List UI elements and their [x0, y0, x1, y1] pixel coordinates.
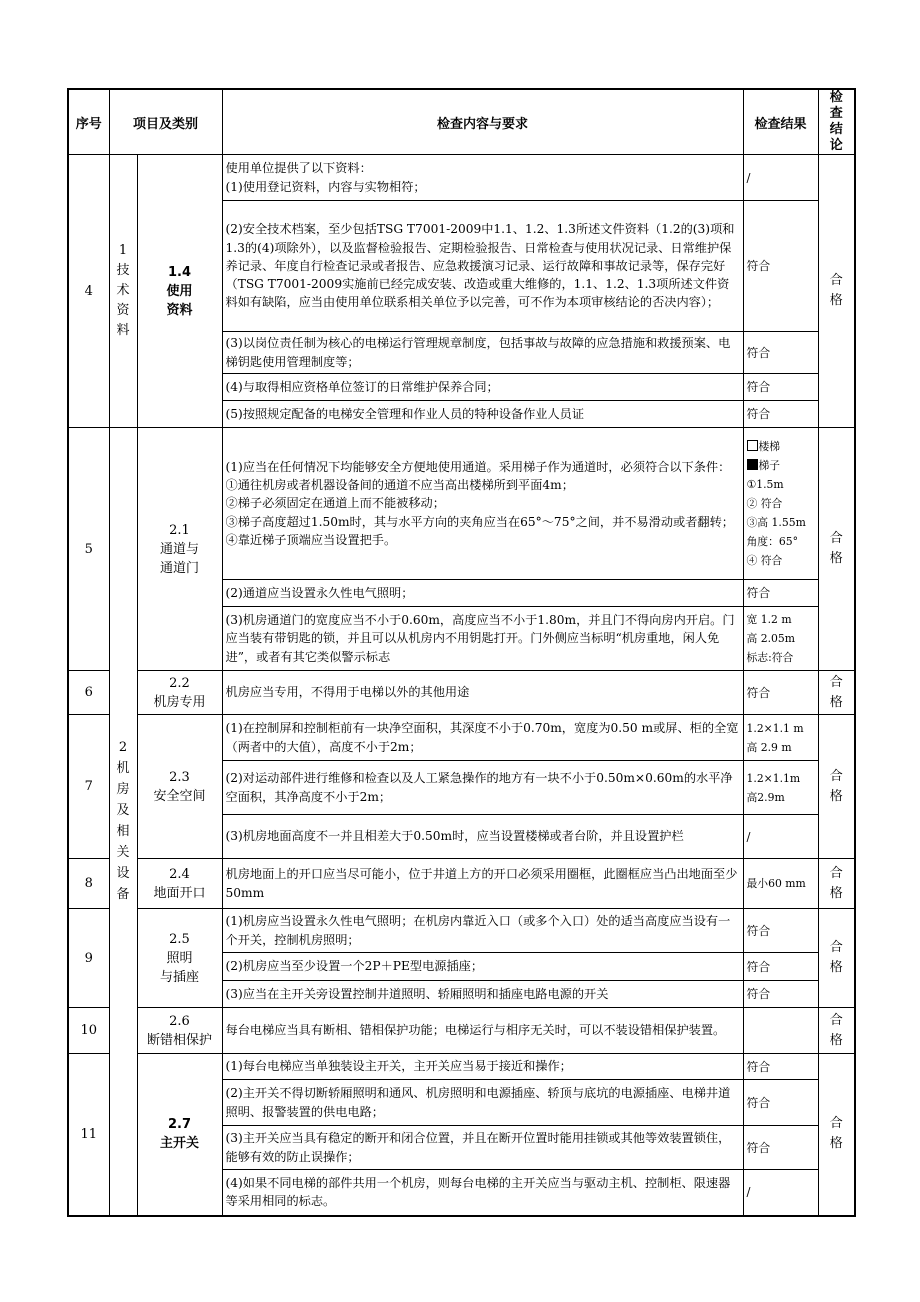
content-cell: (3)机房通道门的宽度应当不小于0.60m，高度应当不小于1.80m，并且门不得向房内开启。门应当装有带钥匙的锁，并且可以从机房内不用钥匙打开。门外侧应当标明“机房重地，闲人免进”，或者有其它类似警示标志 [222, 607, 743, 671]
content-cell: (2)主开关不得切断轿厢照明和通风、机房照明和电源插座、轿顶与底坑的电源插座、电梯井道照明、报警装置的供电电路； [222, 1080, 743, 1126]
result-cell: 符合 [743, 401, 818, 428]
content-cell: 每台电梯应当具有断相、错相保护功能；电梯运行与相序无关时，可以不装设错相保护装置。 [222, 1008, 743, 1054]
header-result: 检查结果 [743, 89, 818, 155]
content-cell: (3)以岗位责任制为核心的电梯运行管理规章制度，包括事故与故障的应急措施和救援预案、电梯钥匙使用管理制度等； [222, 332, 743, 374]
header-item: 项目及类别 [109, 89, 222, 155]
result-cell: 最小60 mm [743, 859, 818, 909]
result-cell: 符合 [743, 1080, 818, 1126]
category-cell: 2.3 安全空间 [137, 715, 222, 859]
seq-cell: 4 [68, 155, 109, 428]
conclusion-cell: 合格 [818, 1008, 855, 1054]
content-cell: (1)每台电梯应当单独装设主开关，主开关应当易于接近和操作； [222, 1054, 743, 1080]
content-cell: (2)机房应当至少设置一个2P＋PE型电源插座； [222, 953, 743, 981]
checkbox-icon [747, 440, 758, 451]
table-row [68, 1054, 855, 1080]
result-cell [743, 1008, 818, 1054]
category-cell: 1.4 使用 资料 [137, 155, 222, 428]
table-row [68, 859, 855, 909]
result-cell: 符合 [743, 953, 818, 981]
category-cell: 2.4 地面开口 [137, 859, 222, 909]
header-seq: 序号 [68, 89, 109, 155]
result-cell: / [743, 1170, 818, 1216]
result-cell: 符合 [743, 374, 818, 401]
result-cell: 符合 [743, 201, 818, 332]
result-cell: 符合 [743, 1054, 818, 1080]
seq-cell: 10 [68, 1008, 109, 1054]
category-cell: 2.6 断错相保护 [137, 1008, 222, 1054]
result-cell: 宽 1.2 m 高 2.05m 标志:符合 [743, 607, 818, 671]
checkbox-checked-icon [747, 459, 758, 470]
category-cell: 2.1 通道与 通道门 [137, 428, 222, 671]
category-cell: 2.7 主开关 [137, 1054, 222, 1216]
result-cell: 1.2×1.1 m 高 2.9 m [743, 715, 818, 761]
group-cell: 1技术资料 [109, 155, 137, 428]
table-row [68, 1008, 855, 1054]
content-cell: (2)安全技术档案，至少包括TSG T7001-2009中1.1、1.2、1.3所述文件资料（1.2的(3)项和1.3的(4)项除外），以及监督检验报告、定期检验报告、日常检查与使用状况记录、日常维护保养记录、年度自行检查记录或者报告、应急救援演习记录、运行故障和事故记录等，保存完好（TSG T7001-2009实施前已经完成安装、改造或重大维修的，1.1、1.2、1.3项所述文件资料如有缺陷，应当由使用单位联系相关单位予以完善，可不作为本项审核结论的否决内容）； [222, 201, 743, 332]
conclusion-cell: 合格 [818, 715, 855, 859]
content-cell: (3)主开关应当具有稳定的断开和闭合位置，并且在断开位置时能用挂锁或其他等效装置锁住，能够有效的防止误操作； [222, 1126, 743, 1170]
result-cell: 符合 [743, 332, 818, 374]
result-cell: 1.2×1.1m 高2.9m [743, 761, 818, 815]
category-cell: 2.5 照明 与插座 [137, 909, 222, 1008]
content-cell: (1)在控制屏和控制柜前有一块净空面积，其深度不小于0.70m，宽度为0.50 m或屏、柜的全宽（两者中的大值），高度不小于2m； [222, 715, 743, 761]
result-cell: 楼梯 梯子 ①1.5m ② 符合 ③高 1.55m 角度：65° ④ 符合 [743, 428, 818, 580]
result-cell: 符合 [743, 981, 818, 1008]
content-cell: (4)如果不同电梯的部件共用一个机房，则每台电梯的主开关应当与驱动主机、控制柜、限速器等采用相同的标志。 [222, 1170, 743, 1216]
result-cell: 符合 [743, 580, 818, 607]
table-row [68, 909, 855, 953]
content-cell: 使用单位提供了以下资料： (1)使用登记资料，内容与实物相符； [222, 155, 743, 201]
conclusion-cell: 合格 [818, 859, 855, 909]
seq-cell: 5 [68, 428, 109, 671]
result-cell: 符合 [743, 671, 818, 715]
content-cell: 机房应当专用，不得用于电梯以外的其他用途 [222, 671, 743, 715]
group-cell: 2机房及相关设备 [109, 428, 137, 1216]
seq-cell: 9 [68, 909, 109, 1008]
table-row [68, 155, 855, 201]
seq-cell: 7 [68, 715, 109, 859]
content-cell: 机房地面上的开口应当尽可能小，位于井道上方的开口必须采用圈框，此圈框应当凸出地面至少50mm [222, 859, 743, 909]
seq-cell: 11 [68, 1054, 109, 1216]
category-cell: 2.2 机房专用 [137, 671, 222, 715]
conclusion-cell: 合格 [818, 155, 855, 428]
result-cell: 符合 [743, 909, 818, 953]
inspection-table [67, 88, 856, 1217]
conclusion-cell: 合格 [818, 909, 855, 1008]
table-row [68, 428, 855, 580]
content-cell: (3)应当在主开关旁设置控制井道照明、轿厢照明和插座电路电源的开关 [222, 981, 743, 1008]
header-conclusion: 检查结论 [818, 89, 855, 155]
table-row [68, 715, 855, 761]
result-cell: 符合 [743, 1126, 818, 1170]
content-cell: (2)通道应当设置永久性电气照明； [222, 580, 743, 607]
result-cell: / [743, 155, 818, 201]
content-cell: (4)与取得相应资格单位签订的日常维护保养合同； [222, 374, 743, 401]
header-row [68, 89, 855, 155]
content-cell: (5)按照规定配备的电梯安全管理和作业人员的特种设备作业人员证 [222, 401, 743, 428]
content-cell: (2)对运动部件进行维修和检查以及人工紧急操作的地方有一块不小于0.50m×0.60m的水平净空面积，其净高度不小于2m； [222, 761, 743, 815]
content-cell: (1)机房应当设置永久性电气照明；在机房内靠近入口（或多个入口）处的适当高度应当设有一个开关，控制机房照明； [222, 909, 743, 953]
content-cell: (3)机房地面高度不一并且相差大于0.50m时，应当设置楼梯或者台阶，并且设置护栏 [222, 815, 743, 859]
conclusion-cell: 合格 [818, 1054, 855, 1216]
content-cell: (1)应当在任何情况下均能够安全方便地使用通道。采用梯子作为通道时，必须符合以下条件： ①通往机房或者机器设备间的通道不应当高出楼梯所到平面4m； ②梯子必须固定在通道上而不能被移动； ③梯子高度超过1.50m时，其与水平方向的夹角应当在65°～75°之间，并不易滑动或者翻转； ④靠近梯子顶端应当设置把手。 [222, 428, 743, 580]
conclusion-cell: 合格 [818, 671, 855, 715]
header-content: 检查内容与要求 [222, 89, 743, 155]
conclusion-cell: 合格 [818, 428, 855, 671]
table-row [68, 671, 855, 715]
seq-cell: 8 [68, 859, 109, 909]
seq-cell: 6 [68, 671, 109, 715]
result-cell: / [743, 815, 818, 859]
